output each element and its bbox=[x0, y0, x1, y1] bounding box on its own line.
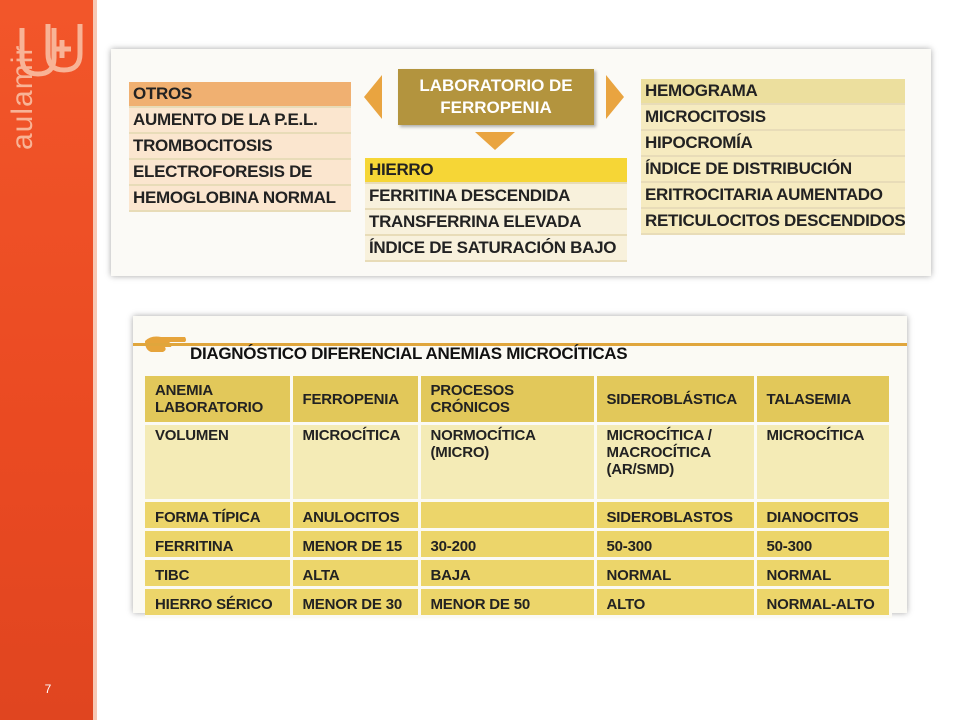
table-cell: VOLUMEN bbox=[145, 424, 291, 501]
table-row bbox=[145, 530, 890, 559]
hierro-box bbox=[365, 158, 627, 262]
center-title-line: FERROPENIA bbox=[440, 98, 552, 117]
table-cell: NORMAL-ALTO bbox=[755, 588, 890, 617]
table-cell: NORMAL bbox=[595, 559, 755, 588]
arrow-right-icon bbox=[606, 75, 624, 119]
table-cell: MENOR DE 15 bbox=[291, 530, 419, 559]
table-cell: SIDEROBLASTOS bbox=[595, 501, 755, 530]
sidebar-divider bbox=[93, 0, 97, 720]
arrow-left-icon bbox=[364, 75, 382, 119]
hemograma-heading: HEMOGRAMA bbox=[641, 79, 905, 105]
table-row bbox=[145, 424, 890, 501]
table-cell: MICROCÍTICA / MACROCÍTICA (AR/SMD) bbox=[595, 424, 755, 501]
table-cell: MICROCÍTICA bbox=[755, 424, 890, 501]
hemograma-item: RETICULOCITOS DESCENDIDOS bbox=[641, 209, 905, 235]
otros-box bbox=[129, 82, 351, 212]
header-cell: ANEMIA LABORATORIO bbox=[145, 376, 291, 424]
page-number: 7 bbox=[44, 682, 52, 696]
hierro-item: FERRITINA DESCENDIDA bbox=[365, 184, 627, 210]
hemograma-item: ÍNDICE DE DISTRIBUCIÓN bbox=[641, 157, 905, 183]
table-cell: 30-200 bbox=[419, 530, 595, 559]
table-cell: FORMA TÍPICA bbox=[145, 501, 291, 530]
hierro-item: TRANSFERRINA ELEVADA bbox=[365, 210, 627, 236]
hemograma-box bbox=[641, 79, 905, 235]
otros-item: TROMBOCITOSIS bbox=[129, 134, 351, 160]
otros-item: HEMOGLOBINA NORMAL bbox=[129, 186, 351, 212]
table-cell: 50-300 bbox=[755, 530, 890, 559]
hemograma-item: ERITROCITARIA AUMENTADO bbox=[641, 183, 905, 209]
ferropenia-lab-figure bbox=[111, 49, 931, 276]
header-cell: SIDEROBLÁSTICA bbox=[595, 376, 755, 424]
table-cell: NORMOCÍTICA (MICRO) bbox=[419, 424, 595, 501]
table-cell: DIANOCITOS bbox=[755, 501, 890, 530]
otros-item: AUMENTO DE LA P.E.L. bbox=[129, 108, 351, 134]
arrow-down-icon bbox=[475, 132, 515, 150]
hemograma-item: MICROCITOSIS bbox=[641, 105, 905, 131]
sidebar bbox=[0, 0, 93, 720]
header-cell: TALASEMIA bbox=[755, 376, 890, 424]
center-title bbox=[398, 69, 594, 125]
table-cell: ALTO bbox=[595, 588, 755, 617]
table-cell: MENOR DE 50 bbox=[419, 588, 595, 617]
table-cell: ANULOCITOS bbox=[291, 501, 419, 530]
table-cell: MENOR DE 30 bbox=[291, 588, 419, 617]
header-row bbox=[145, 376, 890, 424]
header-cell: PROCESOS CRÓNICOS bbox=[419, 376, 595, 424]
table-cell: TIBC bbox=[145, 559, 291, 588]
center-title-line: LABORATORIO DE bbox=[419, 76, 573, 95]
table-title: DIAGNÓSTICO DIFERENCIAL ANEMIAS MICROCÍTICAS bbox=[190, 344, 628, 363]
table-cell: NORMAL bbox=[755, 559, 890, 588]
differential-diagnosis-figure bbox=[133, 316, 907, 613]
diagnosis-table bbox=[145, 376, 892, 618]
table-cell: MICROCÍTICA bbox=[291, 424, 419, 501]
table-cell: ALTA bbox=[291, 559, 419, 588]
table-cell: HIERRO SÉRICO bbox=[145, 588, 291, 617]
table-cell bbox=[419, 501, 595, 530]
brand-name: aulamir bbox=[6, 44, 39, 150]
hierro-heading: HIERRO bbox=[365, 158, 627, 184]
table-row bbox=[145, 559, 890, 588]
header-cell: FERROPENIA bbox=[291, 376, 419, 424]
hierro-item: ÍNDICE DE SATURACIÓN BAJO bbox=[365, 236, 627, 262]
table-row bbox=[145, 501, 890, 530]
table-cell: BAJA bbox=[419, 559, 595, 588]
otros-heading: OTROS bbox=[129, 82, 351, 108]
hemograma-item: HIPOCROMÍA bbox=[641, 131, 905, 157]
table-cell: 50-300 bbox=[595, 530, 755, 559]
otros-item: ELECTROFORESIS DE bbox=[129, 160, 351, 186]
table-cell: FERRITINA bbox=[145, 530, 291, 559]
table-row bbox=[145, 588, 890, 617]
